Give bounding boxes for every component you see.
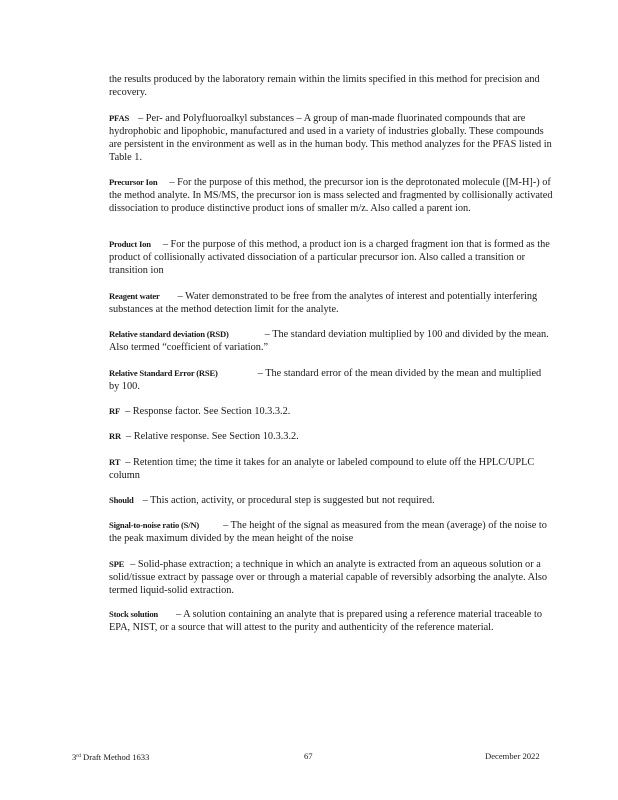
definition-text: – Relative response. See Section 10.3.3.2. — [126, 431, 299, 442]
footer-draft-label: Draft Method 1633 — [83, 752, 150, 762]
footer-document-title — [72, 751, 149, 763]
footer-draft-number: 3 — [72, 752, 77, 762]
definition-text: – Solid-phase extraction; a technique in which an analyte is extracted from an aqueous solution or a solid/tissue extract by passage over or through a material capable of reversibly adsorbing the analyte. Also termed liquid-solid extraction. — [109, 559, 548, 596]
definition-rsd — [109, 328, 554, 354]
definition-signal-to-noise — [109, 519, 554, 545]
definition-text: – Retention time; the time it takes for an analyte or labeled compound to elute off the HPLC/UPLC column — [109, 457, 535, 481]
footer-page-number: 67 — [304, 751, 313, 761]
definition-text: – The height of the signal as measured from the mean (average) of the noise to the peak maximum divided by the mean height of the noise — [109, 520, 547, 544]
definition-term: Stock solution — [109, 609, 159, 619]
definition-text: – For the purpose of this method, a product ion is a charged fragment ion that is formed as the product of collisionally activated dissociation of a particular precursor ion. Also called a transition or transition ion — [109, 239, 550, 276]
definition-rse — [109, 367, 554, 393]
definition-rr — [109, 430, 554, 443]
definition-reagent-water — [109, 290, 554, 316]
definition-text: – Response factor. See Section 10.3.3.2. — [125, 406, 291, 417]
definition-product-ion — [109, 238, 554, 277]
definition-stock-solution — [109, 608, 554, 634]
definition-text: – The standard error of the mean divided by the mean and multiplied by 100. — [109, 368, 542, 392]
definition-text: – Water demonstrated to be free from the analytes of interest and potentially interfering substances at the method detection limit for the analyte. — [109, 291, 538, 315]
definition-text: – A solution containing an analyte that is prepared using a reference material traceable to EPA, NIST, or a source that will attest to the purity and authenticity of the reference material. — [109, 609, 542, 633]
definition-term: Relative Standard Error (RSE) — [109, 368, 218, 378]
footer-draft-suffix: rd — [76, 753, 81, 759]
intro-paragraph — [109, 73, 554, 99]
definition-precursor-ion — [109, 176, 554, 215]
definition-term: Relative standard deviation (RSD) — [109, 329, 229, 339]
definition-rt — [109, 456, 554, 482]
definition-term: RT — [109, 457, 121, 467]
definition-term: Reagent water — [109, 291, 160, 301]
definition-term: Precursor Ion — [109, 177, 158, 187]
definition-pfas — [109, 112, 554, 164]
definition-rf — [109, 405, 554, 418]
definition-term: SPE — [109, 559, 125, 569]
intro-text: the results produced by the laboratory remain within the limits specified in this method for precision and recovery. — [109, 74, 540, 98]
definition-term: Product Ion — [109, 239, 151, 249]
definition-text: – For the purpose of this method, the precursor ion is the deprotonated molecule ([M-H]-) of the method analyte. In MS/MS, the precursor ion is mass selected and fragmented by collisionally activated dissociation to produce distinctive product ions of smaller m/z. Also called a parent ion. — [109, 177, 553, 214]
definition-term: Should — [109, 495, 134, 505]
definition-term: Signal-to-noise ratio (S/N) — [109, 520, 200, 530]
definition-text: – The standard deviation multiplied by 100 and divided by the mean. Also termed “coefficient of variation.” — [109, 329, 549, 353]
definition-term: RR — [109, 431, 122, 441]
definition-should — [109, 494, 554, 507]
definition-text: – Per- and Polyfluoroalkyl substances – A group of man-made fluorinated compounds that are hydrophobic and lipophobic, manufactured and used in a variety of industries globally. These compounds are persistent in the environment as well as in the human body. This method analyzes for the PFAS listed in Table 1. — [109, 113, 552, 163]
definition-spe — [109, 558, 554, 597]
definition-text: – This action, activity, or procedural step is suggested but not required. — [142, 495, 435, 506]
footer-date: December 2022 — [485, 751, 540, 761]
definition-term: RF — [109, 406, 121, 416]
definition-term: PFAS — [109, 113, 130, 123]
